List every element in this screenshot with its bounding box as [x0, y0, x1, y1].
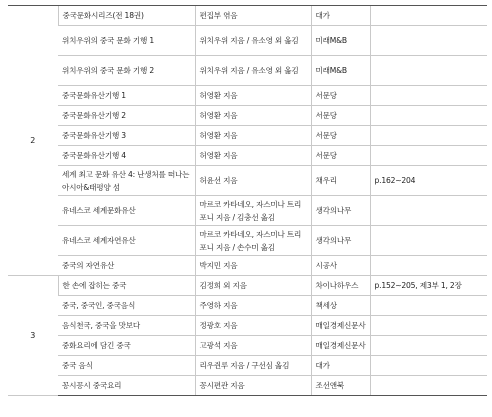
author-cell: 정광호 지음 [195, 316, 311, 336]
book-title-cell: 유네스코 세계문화유산 [58, 196, 195, 226]
table-row [8, 296, 487, 316]
note-cell [370, 126, 487, 146]
note-cell [370, 56, 487, 86]
book-list-table [8, 5, 487, 396]
section-number: 2 [8, 6, 58, 276]
note-cell [370, 26, 487, 56]
table-row [8, 6, 487, 26]
book-title-cell: 중국문화유산기행 4 [58, 146, 195, 166]
author-cell: 꽁시편관 지음 [195, 376, 311, 396]
table-row [8, 146, 487, 166]
author-cell: 마르코 카타네오, 자스미나 트리포니 지음 / 김충선 옮김 [195, 196, 311, 226]
note-cell: p.162~204 [370, 166, 487, 196]
author-cell: 김정희 외 지음 [195, 276, 311, 296]
table-row [8, 106, 487, 126]
note-cell [370, 256, 487, 276]
publisher-cell: 서문당 [311, 106, 370, 126]
table-row [8, 226, 487, 256]
table-row [8, 356, 487, 376]
book-title-cell: 세계 최고 문화 유산 4: 난생처를 떠나는 아시아&태평양 섬 [58, 166, 195, 196]
table-row [8, 376, 487, 396]
publisher-cell: 시공사 [311, 256, 370, 276]
table-row [8, 126, 487, 146]
author-cell: 박지민 지음 [195, 256, 311, 276]
author-cell: 허영환 지음 [195, 146, 311, 166]
note-cell: p.152~205, 제3부 1, 2장 [370, 276, 487, 296]
author-cell: 허윤선 지음 [195, 166, 311, 196]
table-row [8, 316, 487, 336]
publisher-cell: 책세상 [311, 296, 370, 316]
table-row [8, 256, 487, 276]
author-cell: 주영하 지음 [195, 296, 311, 316]
author-cell: 허영환 지음 [195, 126, 311, 146]
publisher-cell: 매일경제신문사 [311, 316, 370, 336]
note-cell [370, 296, 487, 316]
note-cell [370, 356, 487, 376]
author-cell: 위치우위 지음 / 유소영 외 옮김 [195, 26, 311, 56]
author-cell: 리우쥔루 지음 / 구선심 옮김 [195, 356, 311, 376]
table-row [8, 196, 487, 226]
table-row [8, 56, 487, 86]
book-title-cell: 꽁시꽁시 중국요리 [58, 376, 195, 396]
author-cell: 허영환 지음 [195, 86, 311, 106]
publisher-cell: 조선앤북 [311, 376, 370, 396]
book-title-cell: 유네스코 세계자연유산 [58, 226, 195, 256]
note-cell [370, 226, 487, 256]
publisher-cell: 채우리 [311, 166, 370, 196]
table-row [8, 276, 487, 296]
book-title-cell: 위치우위의 중국 문화 기행 1 [58, 26, 195, 56]
book-title-cell: 중화요리에 담긴 중국 [58, 336, 195, 356]
book-title-cell: 위치우위의 중국 문화 기행 2 [58, 56, 195, 86]
book-title-cell: 중국의 자연유산 [58, 256, 195, 276]
table-row [8, 166, 487, 196]
author-cell: 편집부 엮음 [195, 6, 311, 26]
book-title-cell: 중국문화유산기행 3 [58, 126, 195, 146]
note-cell [370, 6, 487, 26]
note-cell [370, 86, 487, 106]
note-cell [370, 316, 487, 336]
publisher-cell: 서문당 [311, 86, 370, 106]
publisher-cell: 미래M&B [311, 26, 370, 56]
table-row [8, 26, 487, 56]
author-cell: 마르코 카타네오, 자스미나 트리포니 지음 / 손수미 옮김 [195, 226, 311, 256]
table-row [8, 336, 487, 356]
book-title-cell: 음식천국, 중국을 맛보다 [58, 316, 195, 336]
publisher-cell: 서문당 [311, 126, 370, 146]
publisher-cell: 차이나하우스 [311, 276, 370, 296]
publisher-cell: 대가 [311, 356, 370, 376]
publisher-cell: 서문당 [311, 146, 370, 166]
book-list-body [8, 6, 487, 396]
publisher-cell: 매일경제신문사 [311, 336, 370, 356]
publisher-cell: 미래M&B [311, 56, 370, 86]
publisher-cell: 생각의나무 [311, 196, 370, 226]
author-cell: 허영환 지음 [195, 106, 311, 126]
note-cell [370, 376, 487, 396]
publisher-cell: 대가 [311, 6, 370, 26]
note-cell [370, 106, 487, 126]
section-number: 3 [8, 276, 58, 396]
publisher-cell: 생각의나무 [311, 226, 370, 256]
book-title-cell: 중국문화시리즈(전 18권) [58, 6, 195, 26]
book-title-cell: 중국 음식 [58, 356, 195, 376]
author-cell: 위치우위 지음 / 유소영 외 옮김 [195, 56, 311, 86]
note-cell [370, 336, 487, 356]
author-cell: 고광석 지음 [195, 336, 311, 356]
note-cell [370, 146, 487, 166]
note-cell [370, 196, 487, 226]
book-title-cell: 한 손에 잡히는 중국 [58, 276, 195, 296]
book-title-cell: 중국문화유산기행 2 [58, 106, 195, 126]
table-row [8, 86, 487, 106]
book-title-cell: 중국, 중국인, 중국음식 [58, 296, 195, 316]
book-title-cell: 중국문화유산기행 1 [58, 86, 195, 106]
